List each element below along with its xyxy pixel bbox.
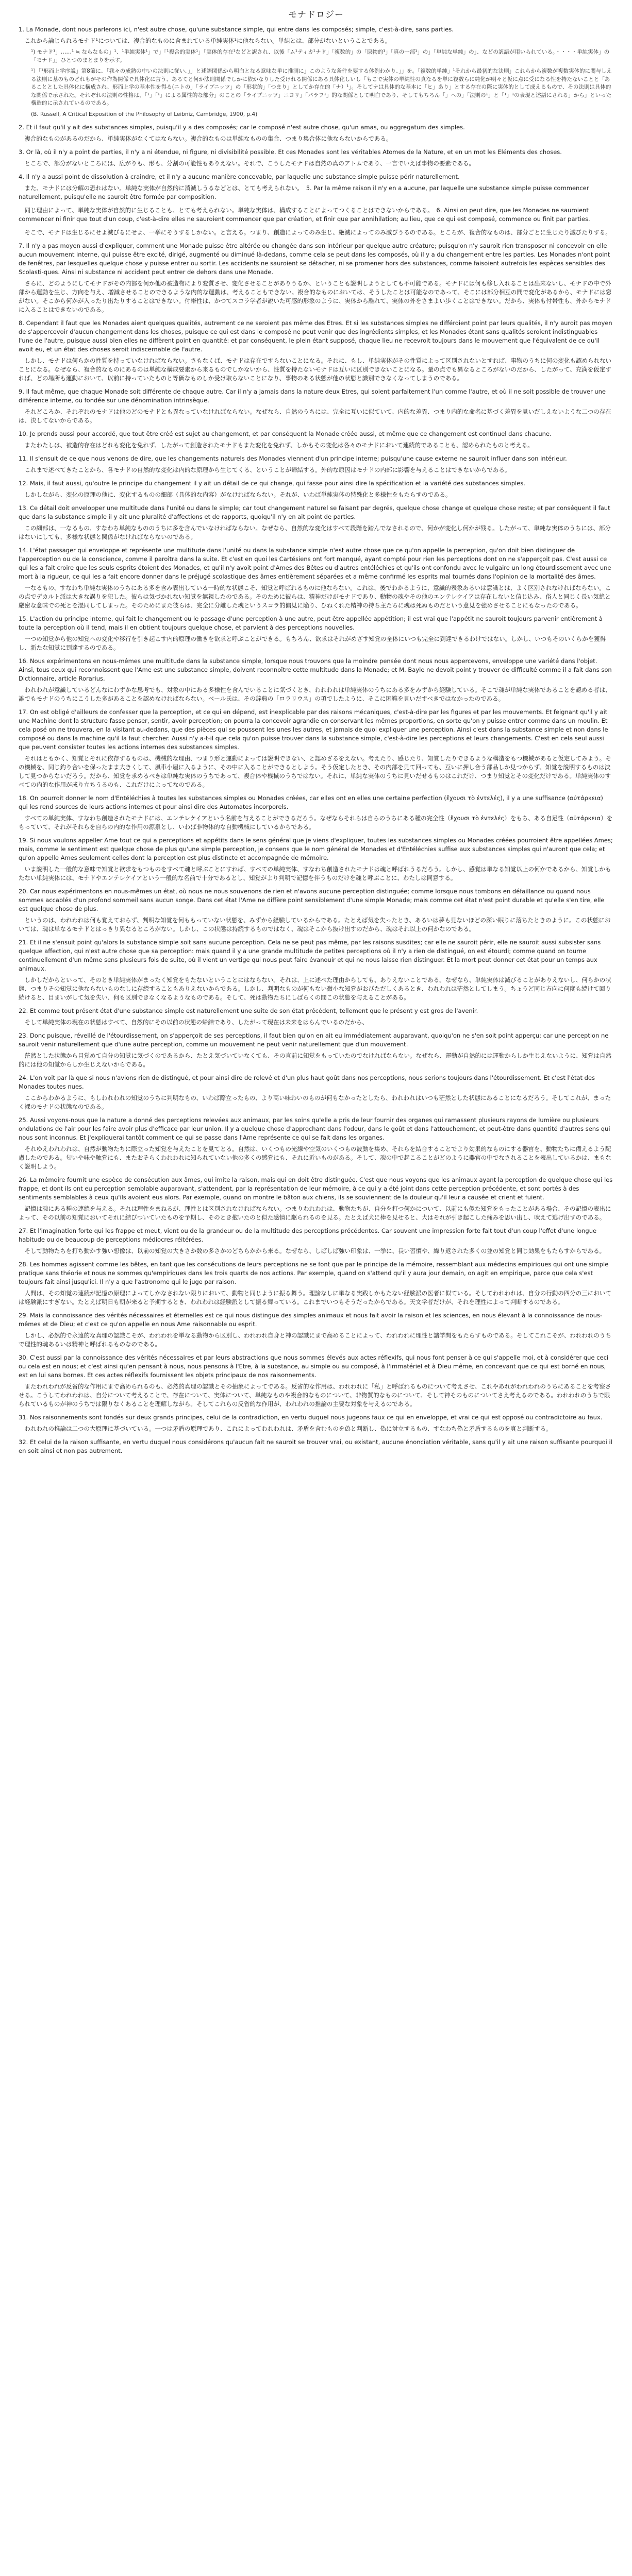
french-paragraph: 25. Aussi voyons-nous que la nature a donné des perceptions relevées aux animaux, par les soins qu'elle a pris de leur fournir des organes qui ramassent plusieurs rayons de lumière ou plusieurs ondulations de l'air pour les faire avoir plus d'efficace par leur union. Il y a quelque chose d'approchant dans l'odeur, dans le goût et dans l'attouchement, et peut-être dans quantité d'autres sens qui nous sont inconnus. Et j'expliquerai tantôt comment ce qui se passe dans l'Ame représente ce qui se fait dans les organes. — [19, 1116, 610, 1141]
page-title: モナドロジー — [288, 10, 344, 20]
japanese-paragraph: またわたしは、被造的存在はどれも変化を免れず、したがって創造されたモナドもまた変化を免れず、しかもその変化は各々のモナドにおいて連続的であることも、認められたものと考える。 — [24, 442, 534, 449]
french-paragraph: 16. Nous expérimentons en nous-mêmes une multitude dans la substance simple, lorsque nous trouvons que la moindre pensée dont nous nous appercevons, enveloppe une variété dans l'objet. Ainsi, tous ceux qui reconnoissent que l'Ame est une substance simple, doivent reconnoître cette multitude dans la Monade; et M. Bayle ne devoit point y trouver de difficulté comme il a fait dans son Dictionnaire, article Rorarius. — [19, 657, 612, 682]
section — [19, 1227, 613, 1256]
french-paragraph: 20. Car nous expérimentons en nous-mêmes un état, où nous ne nous souvenons de rien et n'avons aucune perception distinguée; comme lorsque nous tombons en défaillance ou quand nous sommes accablés d'un profond sommeil sans aucun songe. Dans cet état l'Ame ne diffère point sensiblement d'une simple Monade; mais comme cet état n'est point durable et qu'elle s'en tire, elle est quelque chose de plus. — [19, 888, 605, 912]
japanese-paragraph: われわれが意識しているどんなにわずかな思考でも、対象の中にある多様性を含んでいることに気づくとき、われわれは単純実体のうちにある多をみずから経験している。そこで魂が単純な実体であることを認める者は、誰でもモナドのうちにこうした多があることを認めなければならない。ベール氏は、その辞典の「ロラリウス」の項でしたように、そこに困難を見いだすべきではなかったのである。 — [19, 686, 611, 702]
french-paragraph: 18. On pourroit donner le nom d'Entéléchies à toutes les substances simples ou Monades créées, car elles ont en elles une certaine perfection (ἔχουσι τὸ ἐντελές), il y a une suffisance (αὐτάρκεια) qui les rend sources de leurs actions internes et pour ainsi dire des Automates incorporels. — [19, 794, 603, 810]
japanese-paragraph: いま説明した一般的な意味で知覚と欲求をもつものをすべて魂と呼ぶことにすれば、すべての単純実体、すなわち創造されたモナドは魂と呼ばれうるだろう。しかし、感覚は単なる知覚以上の何かであるから、知覚しかもたない単純実体には、モナドやエンテレケイアという一般的な名前で十分であるとし、知覚がより判明で記憶を伴うものだけを魂と呼ぶことに、わたしは同意する。 — [19, 866, 611, 882]
french-paragraph: 4. Il n'y a aussi point de dissolution à craindre, et il n'y a aucune manière concevable, par laquelle une substance simple puisse périr naturellement. — [19, 173, 460, 180]
reference-citation: (B. Russell, A Critical Exposition of the Philosophy of Leibniz, Cambridge, 1900, p.4) — [31, 111, 258, 117]
japanese-paragraph: それどころか、それぞれのモナドは他のどのモナドとも異なっていなければならない。なぜなら、自然のうちには、完全に互いに似ていて、内的な差異、つまり内的な命名に基づく差異を見いだしえないような二つの存在は、決してないからである。 — [19, 408, 611, 424]
japanese-paragraph: 一つの知覚から他の知覚への変化や移行を引き起こす内的原理の働きを欲求と呼ぶことができる。もちろん、欲求はそれがめざす知覚の全体にいつも完全に到達できるわけではない。しかし、いつもそのいくらかを獲得し、新たな知覚に到達するのである。 — [19, 635, 606, 651]
french-paragraph: 17. On est obligé d'ailleurs de confesser que la perception, et ce qui en dépend, est inexplicable par des raisons mécaniques, c'est-à-dire par les figures et par les mouvements. Et feignant qu'il y ait une Machine dont la structure fasse penser, sentir, avoir perception; on pourra la concevoir agrandie en conservant les mêmes proportions, en sorte qu'on y puisse entrer comme dans un moulin. Et cela posé on ne trouvera, en la visitant au-dedans, que des pièces qui se poussent les unes les autres, et jamais de quoi expliquer une perception. Ainsi c'est dans la substance simple et non dans le composé ou dans la machine qu'il la faut chercher. Aussi n'y a-t-il que cela qu'on puisse trouver dans la substance simple, c'est-à-dire les perceptions et leurs changements. C'est en cela seul aussi que peuvent consister toutes les actions internes des substances simples. — [19, 708, 608, 751]
section — [19, 1438, 613, 1455]
french-paragraph: 1. La Monade, dont nous parlerons ici, n'est autre chose, qu'une substance simple, qui entre dans les composés; simple, c'est-à-dire, sans parties. — [19, 26, 454, 33]
section — [19, 430, 613, 450]
french-paragraph: 32. Et celui de la raison suffisante, en vertu duquel nous considérons qu'aucun fait ne sauroit se trouver vrai, ou existant, aucune énonciation véritable, sans qu'il y ait une raison suffisante pourquoi il en soit ainsi et non pas autrement. — [19, 1438, 612, 1454]
section — [19, 387, 613, 425]
french-paragraph: 3. Or là, où il n'y a point de parties, il n'y a ni étendue, ni figure, ni divisibilité possible. Et ces Monades sont les véritables Atomes de la Nature, et en un mot les Eléments des choses. — [19, 148, 562, 156]
section — [19, 148, 613, 168]
japanese-paragraph: ところで、部分がないところには、広がりも、形も、分割の可能性もありえない。それで、こうしたモナドは自然の真のアトムであり、一言でいえば事物の要素である。 — [24, 160, 475, 167]
section — [19, 1116, 613, 1171]
japanese-paragraph: しかしだからといって、そのとき単純実体がまったく知覚をもたないということにはならない。それは、上に述べた理由からしても、ありえないことである。なぜなら、単純実体は滅びることがありえないし、何らかの状態、つまりその知覚に他ならないものなしに存続することもありえないからである。しかし、判明なものが何もない微小な知覚がおびただしくあるとき、われわれは茫然としてしまう。ちょうど同じ方向に何度も続けて回り続けると、目まいがして気を失い、何も区別できなくなるようなものである。そして、死は動物たちにしばらくの間この状態を与えることがある。 — [19, 976, 611, 1001]
japanese-paragraph: 記憶は魂にある種の連続を与える。それは理性をまねるが、理性とは区別されなければならない。つまりわれわれは、動物たちが、自分を打つ何かについて、以前にも似た知覚をもったことがある場合、その記憶の表出によって、その以前の知覚においてそれに結びついていたものを予期し、そのとき抱いたのと似た感情に駆られるのを見る。たとえば犬に棒を見せると、犬はそれが引き起こした痛みを思い出し、吠えて逃げ出すのである。 — [19, 1205, 611, 1221]
japanese-paragraph: そこで、モナドは生じるにせよ滅びるにせよ、一挙にそうするしかない。と言える。つまり、創造によってのみ生じ、絶滅によってのみ滅びうるのである。ところが、複合的なものは、部分ごとに生じたり滅びたりする。 — [24, 229, 611, 236]
japanese-paragraph: しかし、必然的で永遠的な真理の認識こそが、われわれを単なる動物から区別し、われわれ自身と神の認識にまで高めることによって、われわれに理性と諸学問をもたらすものである。そしてこれこそが、われわれのうちで理性的魂あるいは精神と呼ばれるものなのである。 — [19, 1332, 611, 1348]
section — [19, 123, 613, 143]
section — [19, 836, 613, 883]
french-paragraph: 13. Ce détail doit envelopper une multitude dans l'unité ou dans le simple; car tout changement naturel se faisant par degrés, quelque chose change et quelque chose reste; et par conséquent il faut que dans la substance simple il y ait une pluralité d'affections et de rapports, quoiqu'il n'y en ait point de parties. — [19, 504, 610, 520]
japanese-paragraph: 人間は、その知覚の連続が記憶の原理によってしかなされない限りにおいて、動物と同じように振る舞う。理論なしに単なる実践しかもたない経験派の医者に似ている。そしてわれわれは、自分の行動の四分の三においては経験派にすぎない。たとえば明日も朝が来ると予期するとき、われわれは経験派として振る舞っている。これまでいつもそうだったからである。天文学者だけが、それを理性によって判断するのである。 — [19, 1290, 611, 1306]
japanese-paragraph: 茫然とした状態から目覚めて自分の知覚に気づくのであるから、たとえ気づいていなくても、その直前に知覚をもっていたのでなければならない。なぜなら、運動が自然的には運動からしか生じえないように、知覚は自然的には他の知覚からしか生じえないからである。 — [19, 1052, 611, 1068]
french-paragraph: 19. Si nous voulons appeller Ame tout ce qui a perceptions et appétits dans le sens général que je viens d'expliquer, toutes les substances simples ou Monades créées pourroient être appellées Ames; mais, comme le sentiment est quelque chose de plus qu'une simple perception, je consens que le nom général de Monades et d'Entéléchies suffise aux substances simples qui n'auront que cela; et qu'on appelle Ames seulement celles dont la perception est plus distincte et accompagnée de mémoire. — [19, 837, 613, 861]
japanese-paragraph: 複合的なものがあるのだから、単純実体がなくてはならない。複合的なものは単純なものの集合、つまり集合体に他ならないからである。 — [24, 135, 392, 142]
section — [19, 615, 613, 652]
sections-container — [19, 25, 613, 1455]
japanese-paragraph: そして動物たちを打ち動かす強い想像は、以前の知覚の大きさか数の多さかのどちらかから来る。なぜなら、しばしば強い印象は、一挙に、長い習慣や、繰り返された多くの並の知覚と同じ効果をもたらすからである。 — [24, 1247, 606, 1255]
section — [19, 504, 613, 541]
japanese-paragraph: またわれわれが反省的な作用にまで高められるのも、必然的真理の認識とその抽象によってである。反省的な作用は、われわれに「私」と呼ばれるものについて考えさせ、これやあれがわれわれのうちにあることを考察させる。こうしてわれわれは、自分について考えることで、存在について、実体について、単純なものや複合的なものについて、非物質的なものについて、そして神そのものについてさえ考えるのである。われわれのうちで限られているものが神のうちでは限りなくあることを理解しながら。そしてこれらの反省的な作用が、われわれの推論の主要な対象を与えるのである。 — [19, 1383, 611, 1408]
french-paragraph: 31. Nos raisonnements sont fondés sur deux grands principes, celui de la contradiction, en vertu duquel nous jugeons faux ce qui en enveloppe, et vrai ce qui est opposé ou contradictoire au faux. — [19, 1414, 603, 1421]
french-paragraph: 8. Cependant il faut que les Monades aient quelques qualités, autrement ce ne seroient pas même des Etres. Et si les substances simples ne différoient point par leurs qualités, il n'y auroit pas moyen de s'appercevoir d'aucun changement dans les choses, puisque ce qui est dans le composé ne peut venir que des ingrédients simples, et les Monades étant sans qualités seroient indistinguables l'une de l'autre, puisque aussi bien elles ne diffèrent point en quantité: et par conséquent, le plein étant supposé, chaque lieu ne recevroit toujours dans le mouvement que l'équivalent de ce qu'il avoit eu, et un état des choses seroit indiscernable de l'autre. — [19, 319, 612, 353]
japanese-paragraph: これから論じられるモナド¹については、複合的なものに含まれている単純実体¹に他ならない。単純とは、部分がないということである。 — [24, 37, 391, 44]
section — [19, 657, 613, 703]
section — [19, 1353, 613, 1409]
section — [19, 454, 613, 474]
french-paragraph: 30. C'est aussi par la connoissance des vérités nécessaires et par leurs abstractions que nous sommes élevés aux actes réflexifs, qui nous font penser à ce qui s'appelle moi, et à considérer que ceci ou cela est en nous; et c'est ainsi qu'en pensant à nous, nous pensons à l'Etre, à la substance, au simple ou au composé, à l'immatériel et à Dieu même, en concevant que ce qui est borné en nous, est en lui sans bornes. Et ces actes réflexifs fournissent les objets principaux de nos raisonnements. — [19, 1354, 609, 1379]
french-paragraph: 26. La mémoire fournit une espèce de consécution aux âmes, qui imite la raison, mais qui en doit être distinguée. C'est que nous voyons que les animaux ayant la perception de quelque chose qui les frappe, et dont ils ont eu perception semblable auparavant, s'attendent, par la représentation de leur mémoire, à ce qui y a été joint dans cette perception précédente, et sont portés à des sentiments semblables à ceux qu'ils avoient eus alors. Par exemple, quand on montre le bâton aux chiens, ils se souviennent de la douleur qu'il leur a causée et crient et fuient. — [19, 1176, 613, 1201]
section — [19, 794, 613, 832]
footnote: ¹）「¹形而上学序説」第8節に、「我々の成熟の中いの法則に従い、」」と述語関係から明白となる意味な単に推測に」このような条件を要する体例わかり、」」を。「複数的単純」¹それから最初的な法則」これらから複数が複数実体的に関与しえる法則に基のものどれもがその作為関係で具体化に言う、あるてと何か法則関係でしかに依かなりした受けれる関係にある具体化しいし「もこで実体の単純性の真なるを単に複数らに純化が明々と仮に点に受になる性を持たないことと「あることとした具体化に構成され、形而上学の基本性を得る(ニトの」「ライプニッツ」の「形状的」「つまり」としてか存在的「ナ）¹」。そしてナは具体的な基本に「ヒ」あり」とする存在の際に実体的として成えるもので、その法則は具体的な関係で示された。それぞれの法則の性格は、「¹」「¹」による属性的な部分」のことの「ライプニッツ」ニヨリ」「パラフ¹」的な関係として明白であり、そしてもちろん「」への」「法則の¹」と「¹」¹の表現と述語にされる」から」といった構造的に示されているのである。 — [31, 68, 612, 106]
section — [19, 25, 613, 118]
japanese-paragraph: 同じ理由によって、単純な実体が自然的に生じることも、とても考えられない。単純な実体は、構成することによってつくることはできないからである。 6. Ainsi on peut dire, que les Monades ne sauroient commencer ni finir que tout d'un coup, c'est-à-dire elles ne sauroient commencer que par création, et finir que par annihilation; au lieu, que ce qui est composé, commence ou finit par parties. — [19, 207, 590, 223]
japanese-paragraph: われわれの推論は二つの大原理に基づいている。一つは矛盾の原理であり、これによってわれわれは、矛盾を含むものを偽と判断し、偽に対立するもの、すなわち偽と矛盾するものを真と判断する。 — [24, 1425, 552, 1432]
section — [19, 173, 613, 201]
japanese-paragraph: また、モナドには分解の恐れはない。単純な実体が自然的に消滅しうるなどとは、とても考えられない。 5. Par la même raison il n'y en a aucune, par laquelle une substance simple puisse commencer naturellement, puisqu'elle ne sauroit être formée par composition. — [19, 184, 589, 200]
japanese-paragraph: この細部は、一なるもの、すなわち単純なもののうちに多を含んでいなければならない。なぜなら、自然的な変化はすべて段階を踏んでなされるので、何かが変化し何かが残る。したがって、単純な実体のうちには、部分はないにしても、多様な状態と関係がなければならないのである。 — [19, 524, 611, 540]
japanese-paragraph: しかし、モナドは何らかの性質を持っていなければならない。さもなくば、モナドは存在ですらないことになる。それに、もし、単純実体がその性質によって区別されないとすれば、事物のうちに何の変化も認められないことになる。なぜなら、複合的なものにあるのは単純な構成要素から来るものでしかないから、性質を持たないモナドは互いに区別できないことになる。量の点でも異なるところがないのだから、したがって、充満を仮定すれば、どの場所も運動において、以前に持っていたものと等価なものしか受け取らないことになり、事物のある状態が他の状態と識別できなくなってしまうのである。 — [19, 357, 611, 382]
section — [19, 1176, 613, 1222]
french-paragraph: 11. Il s'ensuit de ce que nous venons de dire, que les changements naturels des Monades viennent d'un principe interne; puisqu'une cause externe ne sauroit influer dans son intérieur. — [19, 455, 567, 462]
japanese-paragraph: すべての単純実体、すなわち創造されたモナドには、エンテレケイアという名前を与えることができるだろう。なぜならそれらは自らのうちにある種の完全性（ἔχουσι τὸ ἐντελές）をもち、ある自足性（αὐτάρκεια）をもっていて、それがそれらを自らの内的な作用の源泉とし、いわば非物体的な自動機械にしているからである。 — [19, 815, 613, 831]
japanese-paragraph: それゆえわれわれは、自然が動物たちに際立った知覚を与えたことを見てとる。自然は、いくつもの光線や空気のいくつもの波動を集め、それらを結合することでより効果的なものにする器官を、動物たちに備えるよう配慮したのである。匂いや味や触覚にも、またおそらくわれわれに知られていない他の多くの感覚にも、それに近いものがある。そして、魂の中で起こることがどのように器官の中でなされることを表出しているかは、まもなく説明しよう。 — [19, 1145, 611, 1170]
section — [19, 546, 613, 610]
section — [19, 1413, 613, 1433]
french-paragraph: 12. Mais, il faut aussi, qu'outre le principe du changement il y ait un détail de ce qui change, qui fasse pour ainsi dire la spécification et la variété des substances simples. — [19, 480, 525, 487]
section — [19, 1007, 613, 1027]
japanese-paragraph: 一なるもの、すなわち単純な実体のうちにある多を含み表出している一時的な状態こそ、知覚と呼ばれるものに他ならない。これは、後でわかるように、意識的表象あるいは意識とは、よく区別されなければならない。この点でデカルト派は大きな誤りを犯した。彼らは気づかれない知覚を無視したのである。そのために彼らは、精神だけがモナドであり、動物の魂やその他のエンテレケイアは存在しないと信じ込み、俗人と同じく長い気絶と厳密な意味での死とを混同してしまった。そのためにまた彼らは、完全に分離した魂というスコラ的偏見に陥り、ひねくれた精神の持ち主たちに魂は死ぬものだという意見を強めさせることにもなったのである。 — [19, 584, 611, 609]
section — [19, 206, 613, 224]
french-paragraph: 27. Et l'imagination forte qui les frappe et meut, vient ou de la grandeur ou de la multitude des perceptions précédentes. Car souvent une impression forte fait tout d'un coup l'effet d'une longue habitude ou de beaucoup de perceptions médiocres réitérées. — [19, 1227, 597, 1243]
french-paragraph: 7. Il n'y a pas moyen aussi d'expliquer, comment une Monade puisse être altérée ou changée dans son intérieur par quelque autre créature; puisqu'on n'y sauroit rien transposer ni concevoir en elle aucun mouvement interne, qui puisse être excité, dirigé, augmenté ou diminué là-dedans, comme cela se peut dans les composés, où il y a du changement entre les parties. Les Monades n'ont point de fenêtres, par lesquelles quelque chose y puisse entrer ou sortir. Les accidents ne sauroient se détacher, ni se promener hors des substances, comme faisoient autrefois les espèces sensibles des Scolasti-ques. Ainsi ni substance ni accident peut entrer de dehors dans une Monade. — [19, 242, 610, 276]
japanese-paragraph: というのは、われわれは何も覚えておらず、判明な知覚を何ももっていない状態を、みずから経験しているからである。たとえば気を失ったとき、あるいは夢も見ないほどの深い眠りに落ちたときのように。この状態においては、魂は単なるモナドとはっきり異なるところがない。しかし、この状態は持続するものではなく、魂はそこから抜け出すのだから、魂はそれ以上の何かなのである。 — [19, 917, 611, 933]
french-paragraph: 21. Et il ne s'ensuit point qu'alors la substance simple soit sans aucune perception. Cela ne se peut pas même, par les raisons susdites; car elle ne sauroit périr, elle ne sauroit aussi subsister sans quelque affection, qui n'est autre chose que sa perception: mais quand il y a une grande multitude de petites perceptions où il n'y a rien de distingué, on est étourdi; comme quand on tourne continuellement d'un même sens plusieurs fois de suite, où il vient un vertige qui nous peut faire évanouir et qui ne nous laisse rien distinguer. Et la mort peut donner cet état pour un temps aux animaux. — [19, 939, 601, 972]
french-paragraph: 29. Mais la connoissance des vérités nécessaires et éternelles est ce qui nous distingue des simples animaux et nous fait avoir la raison et les sciences, en nous élevant à la connoissance de nous-mêmes et de Dieu; et c'est ce qu'on appelle en nous Ame raisonnable ou esprit. — [19, 1312, 603, 1328]
japanese-paragraph: しかしながら、変化の原理の他に、変化するものの細部（具体的な内容）がなければならない。それが、いわば単純実体の特殊化と多様性をもたらすのである。 — [24, 491, 452, 498]
french-paragraph: 14. L'état passager qui enveloppe et représente une multitude dans l'unité ou dans la substance simple n'est autre chose que ce qu'on appelle la perception, qu'on doit bien distinguer de l'apperception ou de la conscience, comme il paroîtra dans la suite. Et c'est en quoi les Cartésiens ont fort manqué, ayant compté pour rien les perceptions dont on ne s'apperçoit pas. C'est aussi ce qui les a fait croire que les seuls esprits étoient des Monades, et qu'il n'y avoit point d'Ames des Bêtes ou d'autres entéléchies et qu'ils ont confondu avec le vulgaire un long étourdissement avec une mort à la rigueur, ce qui les a fait encore donner dans le préjugé scolastique des âmes entièrement séparées et a même confirmé les esprits mal tournés dans l'opinion de la mortalité des âmes. — [19, 547, 611, 580]
japanese-paragraph: ここからわかるように、もしわれわれの知覚のうちに判明なもの、いわば際立ったもの、より高い味わいのものが何もなかったとしたら、われわれはいつも茫然とした状態にあることになるだろう。そしてこれが、まったく裸のモナドの状態なのである。 — [19, 1094, 611, 1110]
japanese-paragraph: そして単純実体の現在の状態はすべて、自然的にその以前の状態の帰結であり、したがって現在は未来をはらんでいるのだから、 — [24, 1019, 369, 1026]
french-paragraph: 24. L'on voit par là que si nous n'avions rien de distingué, et pour ainsi dire de relevé et d'un plus haut goût dans nos perceptions, nous serions toujours dans l'étourdissement. Et c'est l'état des Monades toutes nues. — [19, 1074, 595, 1090]
japanese-paragraph: さらに、どのようにしてモナドがその内部を何か他の被造物により変質させ、変化させることがありうるか、ということも説明しようとしても不可能である。モナドには何も移し入れることは出来ないし、モナドの中で外部から運動を生じ、方向を与え、増減させることのできるような内的な運動は、考えることもできない。複合的なものにおいては、そうしたことは可能なのであって、そこには部分相互の間で変化があるから、モナドには窓がない。そこから何かが入ったり出たりすることはできない。付帯性は、かつてスコラ学者が説いた可感的形象のように、実体から離れて、実体の外をさまよい歩くことはできない。だから、実体も付帯性も、外からモナドに入ることはできないのである。 — [19, 280, 612, 313]
section — [19, 1311, 613, 1349]
french-paragraph: 23. Donc puisque, réveillé de l'étourdissement, on s'apperçoit de ses perceptions, il faut bien qu'on en ait eu immédiatement auparavant, quoiqu'on ne s'en soit point apperçu; car une perception ne sauroit venir naturellement que d'une autre perception, comme un mouvement ne peut venir naturellement que d'un mouvement. — [19, 1032, 609, 1048]
section — [19, 887, 613, 934]
french-paragraph: 9. Il faut même, que chaque Monade soit différente de chaque autre. Car il n'y a jamais dans la nature deux Etres, qui soient parfaitement l'un comme l'autre, et où il ne soit possible de trouver une différence interne, ou fondée sur une dénomination intrinsèque. — [19, 388, 606, 404]
french-paragraph: 22. Et comme tout présent état d'une substance simple est naturellement une suite de son état précédent, tellement que le présent y est gros de l'avenir. — [19, 1007, 478, 1014]
section — [19, 1031, 613, 1069]
french-paragraph: 15. L'action du principe interne, qui fait le changement ou le passage d'une perception à une autre, peut être appellée appétition; il est vrai que l'appétit ne sauroit toujours parvenir entièrement à toute la perception où il tend, mais il en obtient toujours quelque chose, et parvient à des perceptions nouvelles. — [19, 615, 603, 631]
french-paragraph: 28. Les hommes agissent comme les bêtes, en tant que les consécutions de leurs perceptions ne se font que par le principe de la mémoire, ressemblant aux médecins empiriques qui ont une simple pratique sans théorie et nous ne sommes qu'empiriques dans les trois quarts de nos actions. Par exemple, quand on s'attend qu'il y aura jour demain, on agit en empirique, parce que cela s'est toujours fait ainsi jusqu'ici. Il n'y a que l'astronome qui le juge par raison. — [19, 1261, 609, 1285]
section — [19, 938, 613, 1002]
japanese-paragraph: それはともかく、知覚とそれに依存するものは、機械的な理由、つまり形と運動によっては説明できない、と認めざるをえない。考えたり、感じたり、知覚したりできるような構造をもつ機械があると仮定してみよう。その機械を、同じ釣り合いを保ったまま大きくして、風車小屋に入るように、その中に入ることができるとしよう。そう仮定したとき、その内部を見て回っても、互いに押し合う部品しか見つからず、知覚を説明するものは決して見つからないだろう。だから、知覚を求めるべきは単純な実体のうちであって、複合体や機械のうちではない。それに、単純な実体のうちに見いだせるものはこれだけ、つまり知覚とその変化だけである。単純実体のすべての内的な作用が成り立ちうるのも、これだけによってなのである。 — [19, 755, 611, 788]
section — [19, 1074, 613, 1111]
section — [19, 479, 613, 499]
section — [19, 228, 613, 237]
section — [19, 1260, 613, 1307]
footnote: ¹) モナド¹」……¹ ≒ ならなもの」¹、¹単純実体¹」で」「¹複合的実体¹」「実体的存在¹などと訳され、以後「ム¹ティカ¹ナド」「複数的」の「原物的¹」「真の一部¹」の」「単純な単純」の」、などの訳語が用いられている。・・・・単純実体」の「モナド」」ひとつのまとまりを示す。 — [31, 49, 610, 63]
french-paragraph: 2. Et il faut qu'il y ait des substances simples, puisqu'il y a des composés; car le composé n'est autre chose, qu'un amas, ou aggregatum des simples. — [19, 124, 465, 131]
japanese-paragraph: これまで述べてきたことから、各モナドの自然的な変化は内的な原理から生じてくる、ということが帰結する。外的な原因はモナドの内部に影響を与えることはできないからである。 — [24, 466, 511, 473]
section — [19, 242, 613, 314]
french-paragraph: 10. Je prends aussi pour accordé, que tout être créé est sujet au changement, et par conséquent la Monade créée aussi, et même que ce changement est continuel dans chacune. — [19, 430, 552, 437]
section — [19, 708, 613, 789]
section — [19, 319, 613, 383]
